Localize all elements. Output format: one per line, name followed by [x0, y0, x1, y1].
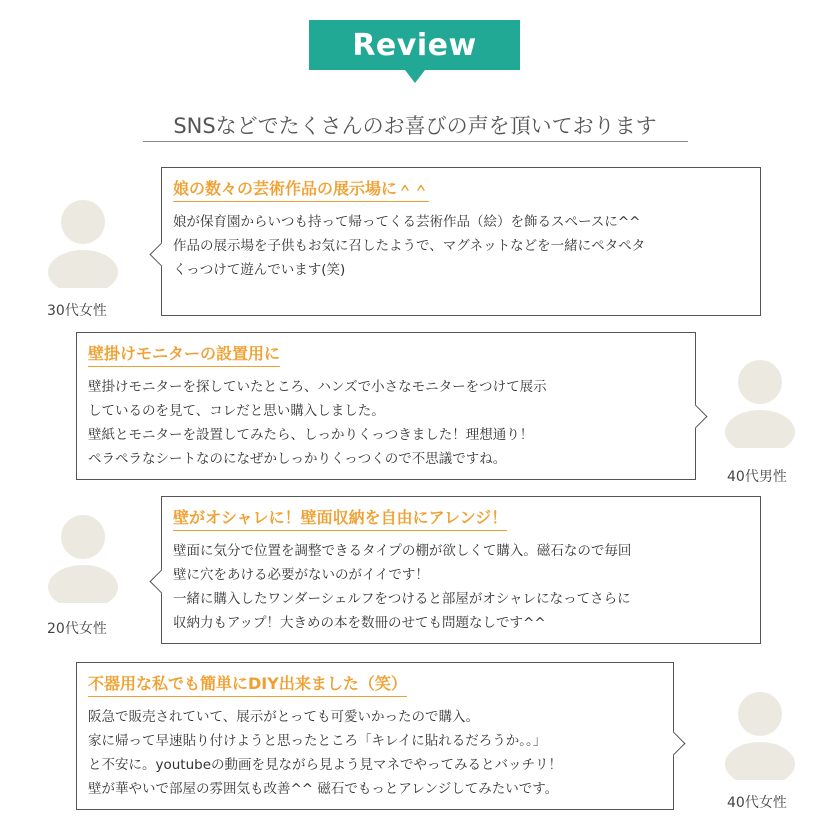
avatar-icon [46, 513, 120, 603]
review-card [161, 167, 761, 316]
review-title: 壁がオシャレに！壁面収納を自由にアレンジ！ [173, 505, 507, 531]
review-card [161, 496, 761, 644]
speech-pointer [149, 242, 173, 266]
review-title: 壁掛けモニターの設置用に [88, 341, 280, 367]
review-badge-pointer [405, 70, 425, 83]
review-line: 家に帰って早速貼り付けようと思ったところ「キレイに貼れるだろうか。。」 [88, 733, 547, 749]
speech-pointer [149, 569, 173, 593]
subtitle-underline [143, 141, 688, 142]
review-text [173, 210, 754, 282]
review-line: 阪急で販売されていて、展示がとっても可愛いかったので購入。 [88, 709, 479, 725]
review-text [173, 539, 754, 635]
review-badge: Review [309, 20, 520, 70]
reviewer-label: 40代男性 [727, 469, 787, 485]
review-line: と不安に。youtubeの動画を見ながら見よう見マネでやってみるとバッチリ！ [88, 757, 563, 773]
reviewer-label: 30代女性 [47, 303, 107, 319]
reviewer-label: 20代女性 [47, 621, 107, 637]
page-subtitle: SNSなどでたくさんのお喜びの声を頂いております [173, 114, 657, 138]
review-line: 娘が保育園からいつも持って帰ってくる芸術作品（絵）を飾るスペースに^^ [173, 214, 641, 230]
review-card [76, 662, 674, 810]
reviewer-label: 40代女性 [727, 795, 787, 811]
review-line: 収納力もアップ！大きめの本を数冊のせても問題なしです^^ [173, 615, 546, 631]
avatar-icon [723, 690, 797, 780]
review-line: 壁が華やいで部屋の雰囲気も改善^^ 磁石でもっとアレンジしてみたいです。 [88, 781, 559, 797]
avatar-icon [46, 198, 120, 288]
review-text [88, 705, 667, 801]
review-line: しているのを見て、コレだと思い購入しました。 [88, 403, 385, 419]
review-line: ペラペラなシートなのになぜかしっかりくっつくので不思議ですね。 [88, 451, 507, 467]
review-title: 娘の数々の芸術作品の展示場に＾＾ [173, 176, 429, 202]
review-text [88, 375, 689, 471]
review-line: 壁掛けモニターを探していたところ、ハンズで小さなモニターをつけて展示 [88, 379, 547, 395]
review-line: 一緒に購入したワンダーシェルフをつけると部屋がオシャレになってさらに [173, 591, 631, 607]
review-line: 壁に穴をあける必要がないのがイイです！ [173, 567, 429, 583]
review-line: くっつけて遊んでいます(笑) [173, 262, 346, 278]
avatar-icon [723, 358, 797, 448]
review-line: 壁紙とモニターを設置してみたら、しっかりくっつきました！理想通り！ [88, 427, 534, 443]
review-title: 不器用な私でも簡単にDIY出来ました（笑） [88, 671, 407, 697]
review-card [76, 332, 696, 480]
review-line: 壁面に気分で位置を調整できるタイプの棚が欲しくて購入。磁石なので毎回 [173, 543, 632, 559]
review-line: 作品の展示場を子供もお気に召したようで、マグネットなどを一緒にペタペタ [173, 238, 646, 254]
